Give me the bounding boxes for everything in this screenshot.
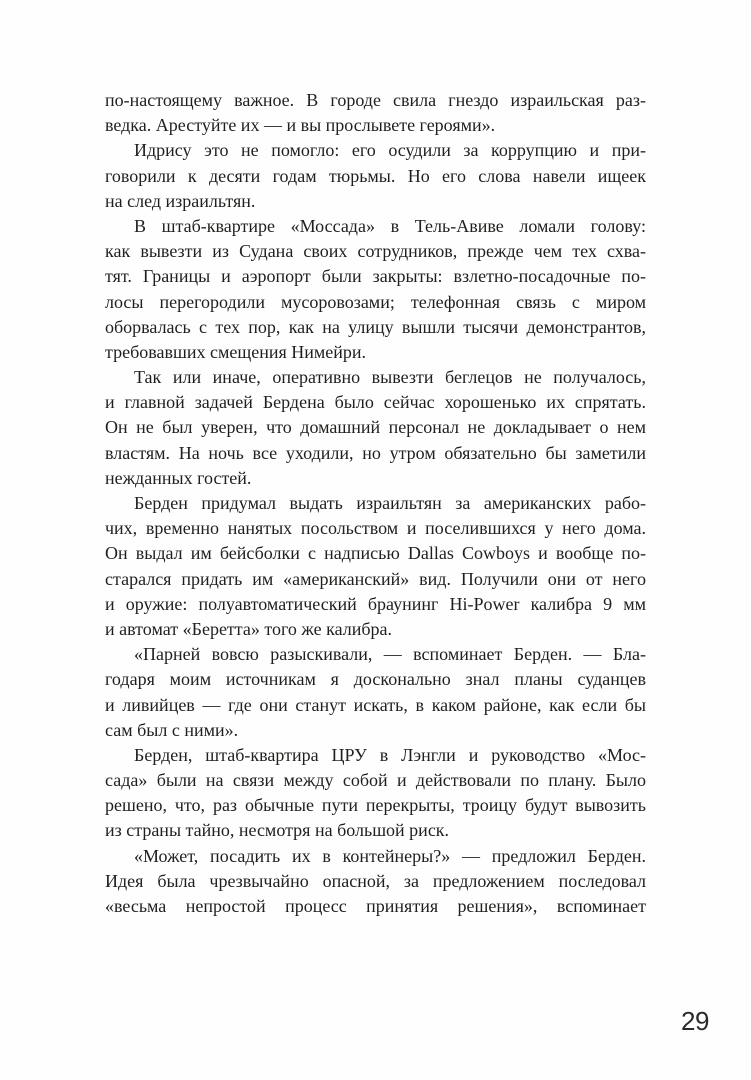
- text-line: Так или иначе, оперативно вывезти беглецов не получалось,: [134, 367, 646, 388]
- text-line: и автомат «Беретта» того же калибра.: [105, 618, 393, 639]
- paragraph: [105, 214, 646, 365]
- text-line: как вывезти из Судана своих сотрудников, прежде чем тех схва-: [105, 241, 646, 262]
- text-line: «Может, посадить их в контейнеры?» — предложил Берден.: [134, 845, 646, 866]
- text-line: Идея была чрезвычайно опасной, за предложением последовал: [105, 870, 646, 891]
- text-line: решено, что, раз обычные пути перекрыты, троицу будут вывозить: [105, 795, 646, 816]
- paragraph: [105, 88, 646, 138]
- text-line: и главной задачей Бердена было сейчас хорошенько их спрятать.: [105, 392, 646, 413]
- page-number: 29: [681, 1006, 709, 1036]
- text-line: чих, временно нанятых посольством и поселившихся у него дома.: [105, 518, 646, 539]
- paragraph: [105, 138, 646, 214]
- text-line: Он выдал им бейсболки с надписью Dallas Cowboys и вообще по-: [105, 543, 646, 564]
- text-line: «Парней вовсю разыскивали, — вспоминает Берден. — Бла-: [134, 644, 646, 665]
- text-line: лосы перегородили мусоровозами; телефонная связь с миром: [105, 291, 646, 312]
- text-line: по-настоящему важное. В городе свила гнездо израильская раз-: [105, 90, 646, 110]
- paragraph: [105, 491, 646, 642]
- text-line: и ливийцев — где они станут искать, в каком районе, как если бы: [105, 694, 646, 715]
- text-line: оборвалась с тех пор, как на улицу вышли тысячи демонстрантов,: [105, 316, 646, 337]
- text-line: ведка. Арестуйте их — и вы прослывете героями».: [105, 115, 496, 136]
- text-line: тят. Границы и аэропорт были закрыты: взлетно-посадочные по-: [105, 266, 646, 287]
- text-line: сада» были на связи между собой и действовали по плану. Было: [105, 770, 646, 791]
- paragraph: [105, 844, 646, 920]
- text-line: годаря моим источникам я досконально знал планы суданцев: [105, 669, 646, 690]
- paragraph: [105, 743, 646, 844]
- text-line: нежданных гостей.: [105, 467, 252, 488]
- text-line: говорили к десяти годам тюрьмы. Но его слова навели ищеек: [105, 165, 646, 186]
- text-line: «весьма непростой процесс принятия решения», вспоминает: [105, 896, 646, 916]
- text-line: старался придать им «американский» вид. Получили они от него: [105, 568, 646, 589]
- text-line: Идрису это не помогло: его осудили за коррупцию и при-: [134, 140, 646, 161]
- text-line: В штаб-квартире «Моссада» в Тель-Авиве ломали голову:: [134, 215, 646, 236]
- paragraph: [105, 642, 646, 743]
- paragraph: [105, 365, 646, 491]
- text-line: на след израильтян.: [105, 190, 256, 211]
- text-block: [105, 88, 646, 919]
- text-line: сам был с ними».: [105, 719, 239, 740]
- text-line: властям. На ночь все уходили, но утром обязательно бы заметили: [105, 442, 646, 463]
- text-line: Берден придумал выдать израильтян за американских рабо-: [134, 493, 646, 513]
- text-line: Берден, штаб-квартира ЦРУ в Лэнгли и руководство «Мос-: [134, 744, 646, 765]
- text-line: и оружие: полуавтоматический браунинг Hi-Power калибра 9 мм: [105, 593, 646, 614]
- text-line: из страны тайно, несмотря на большой риск.: [105, 820, 450, 841]
- text-line: требовавших смещения Нимейри.: [105, 341, 367, 362]
- text-line: Он не был уверен, что домашний персонал не докладывает о нем: [105, 417, 646, 438]
